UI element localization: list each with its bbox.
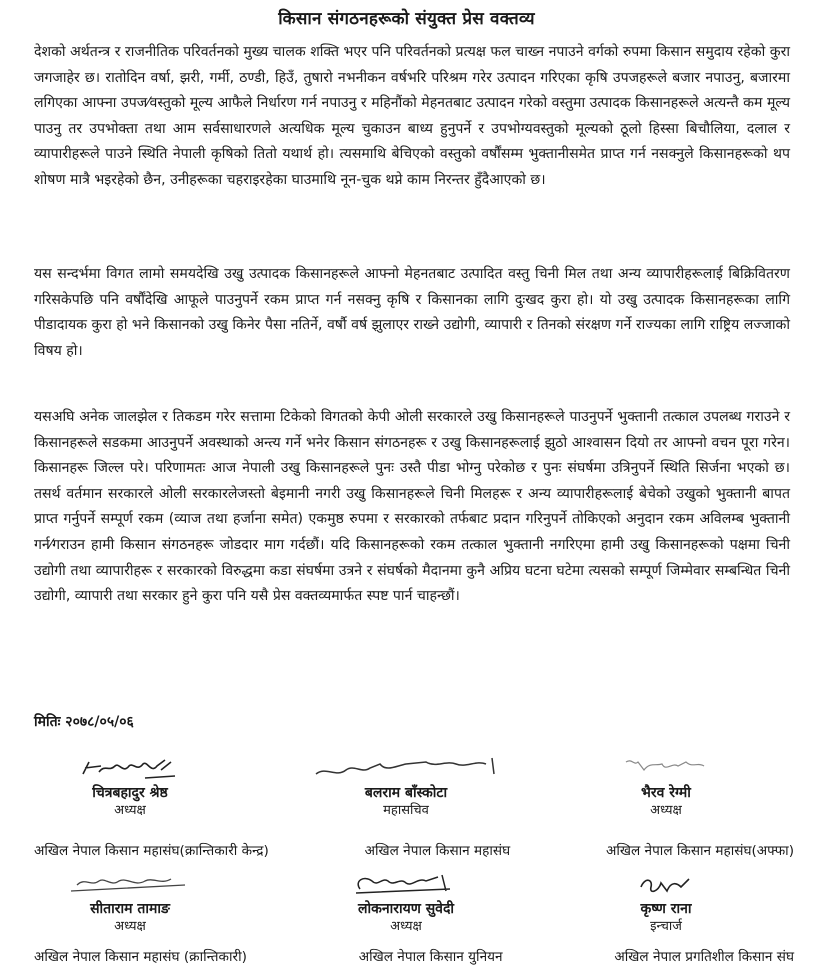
- signatory-4-role: अध्यक्ष: [114, 919, 146, 934]
- organization-3: अखिल नेपाल किसान महासंघ(अफ्फा): [605, 843, 794, 859]
- organization-1: अखिल नेपाल किसान महासंघ(क्रान्तिकारी केन्द्र): [34, 843, 269, 859]
- signatory-5-name: लोकनारायण सुवेदी: [357, 901, 455, 917]
- paragraph-3: यसअघि अनेक जालझेल र तिकडम गरेर सत्तामा टिकेको विगतको केपी ओली सरकारले उखु किसानहरूले पाउनुपर्ने भुक्तानी तत्काल उपलब्ध गराउने र किसानहरूले सडकमा आउनुपर्ने अवस्थाको अन्त्य गर्ने भनेर किसान संगठनहरू र उखु किसानहरूलाई झुठो आश्वासन दियो तर आफ्नो वचन पूरा गरेन। किसानहरू जिल्ल परे। परिणामतः आज नेपाली उखु किसानहरूले पुनः उस्तै पीडा भोग्नु परेकोछ र पुनः संघर्षमा उत्रिनुपर्ने स्थिति सिर्जना भएको छ। तसर्थ वर्तमान सरकारले ओली सरकारलेजस्तो बेइमानी नगरी उखु किसानहरूले चिनी मिलहरू र अन्य व्यापारीहरूलाई बेचेको उखुको भुक्तानी बापत प्राप्त गर्नुपर्ने सम्पूर्ण रकम (व्याज तथा हर्जाना समेत) एकमुष्ठ रुपमा र सरकारको तर्फबाट प्रदान गरिनुपर्ने तोकिएको अनुदान रकम अविलम्ब भुक्तानी गर्न⁄गराउन हामी किसान संगठनहरू जोडदार माग गर्दछौं। यदि किसानहरूको रकम तत्काल भुक्तानी नगरिएमा हामी उखु किसानहरूको पक्षमा चिनी उद्योगी तथा व्यापारीहरू र सरकारको विरुद्धमा कडा संघर्षमा उत्रने र संघर्षको मैदानमा कुनै अप्रिय घटना घटेमा त्यसको सम्पूर्ण जिम्मेवार सम्बन्धित चिनी उद्योगी, व्यापारी तथा सरकार हुने कुरा पनि यसै प्रेस वक्तव्यमार्फत स्पष्ट पार्न चाहन्छौं।: [34, 409, 790, 605]
- organizations-row-1: [34, 840, 794, 859]
- organization-5: अखिल नेपाल किसान युनियन: [358, 949, 503, 965]
- signatory-3-name: भैरव रेग्मी: [641, 785, 691, 801]
- signature-5-image: [346, 868, 466, 900]
- organization-6: अखिल नेपाल प्रगतिशील किसान संघ: [614, 949, 794, 965]
- signature-1-image: [75, 752, 185, 784]
- signatory-2-name: बलराम बाँस्कोटा: [364, 785, 448, 801]
- signatory-3-role: अध्यक्ष: [650, 803, 682, 818]
- signatory-5: [276, 868, 536, 936]
- signatory-4-name: सीताराम तामाङ: [90, 901, 170, 917]
- signatory-2: [276, 752, 536, 820]
- signatory-1-role: अध्यक्ष: [114, 803, 146, 818]
- organizations-row-2: [34, 946, 794, 965]
- signatory-3: [536, 752, 796, 820]
- signatory-1: [0, 752, 260, 820]
- organization-4: अखिल नेपाल किसान महासंघ (क्रान्तिकारी): [34, 949, 247, 965]
- signature-3-image: [616, 752, 716, 784]
- signatory-2-role: महासचिव: [383, 803, 429, 818]
- signatory-6-role: इन्चार्ज: [650, 919, 682, 934]
- paragraph-1: देशको अर्थतन्त्र र राजनीतिक परिवर्तनको मुख्य चालक शक्ति भएर पनि परिवर्तनको प्रत्यक्ष फल चाख्न नपाउने वर्गको रुपमा किसान समुदाय रहेको कुरा जगजाहेर छ। रातोदिन वर्षा, झरी, गर्मी, ठण्डी, हिउँ, तुषारो नभनीकन वर्षभरि परिश्रम गरेर उत्पादन गरिएका कृषि उपजहरूले बजार नपाउनु, बजारमा लगिएका आफ्ना उपज⁄वस्तुको मूल्य आफैले निर्धारण गर्न नपाउनु र महिनौंको मेहनतबाट उत्पादन गरेको वस्तुमा उत्पादक किसानहरूले अत्यन्तै कम मूल्य पाउनु तर उपभोक्ता तथा आम सर्वसाधारणले अत्यधिक मूल्य चुकाउन बाध्य हुनुपर्ने र उपभोग्यवस्तुको मूल्यको ठूलो हिस्सा बिचौलिया, दलाल र व्यापारीहरूले पाउने स्थिति नेपाली कृषिको तितो यथार्थ हो। त्यसमाथि बेचिएको वस्तुको वर्षौंसम्म भुक्तानीसमेत प्राप्त गर्न नसक्नुले किसानहरूको थप शोषण मात्रै भइरहेको छैन, उनीहरूका चहराइरहेका घाउमाथि नून-चुक थप्ने काम निरन्तर हुँदैआएको छ।: [34, 44, 790, 188]
- signatory-1-name: चित्रबहादुर श्रेष्ठ: [92, 785, 168, 801]
- document-title: किसान संगठनहरूको संयुक्त प्रेस वक्तव्य: [278, 9, 535, 29]
- signature-4-image: [65, 868, 195, 900]
- date-line: मितिः २०७८/०५/०६: [34, 714, 134, 730]
- paragraph-2: यस सन्दर्भमा विगत लामो समयदेखि उखु उत्पादक किसानहरूले आफ्नो मेहनतबाट उत्पादित वस्तु चिनी मिल तथा अन्य व्यापारीहरूलाई बिक्रिवितरण गरिसकेपछि पनि वर्षौंदेखि आफूले पाउनुपर्ने रकम प्राप्त गर्न नसक्नु कृषि र किसानका लागि दुःखद कुरा हो। यो उखु उत्पादक किसानहरूका लागि पीडादायक कुरा हो भने किसानको उखु किनेर पैसा नतिर्ने, वर्षौ वर्ष झुलाएर राख्ने उद्योगी, व्यापारी र तिनको संरक्षण गर्ने राज्यका लागि राष्ट्रिय लज्जाको विषय हो।: [34, 266, 790, 359]
- signatory-6-name: कृष्ण राना: [640, 901, 692, 917]
- signature-2-image: [306, 752, 506, 784]
- organization-2: अखिल नेपाल किसान महासंघ: [364, 843, 511, 859]
- signatory-5-role: अध्यक्ष: [390, 919, 422, 934]
- signatory-4: [0, 868, 260, 936]
- signatory-6: [536, 868, 796, 936]
- signature-6-image: [631, 868, 701, 900]
